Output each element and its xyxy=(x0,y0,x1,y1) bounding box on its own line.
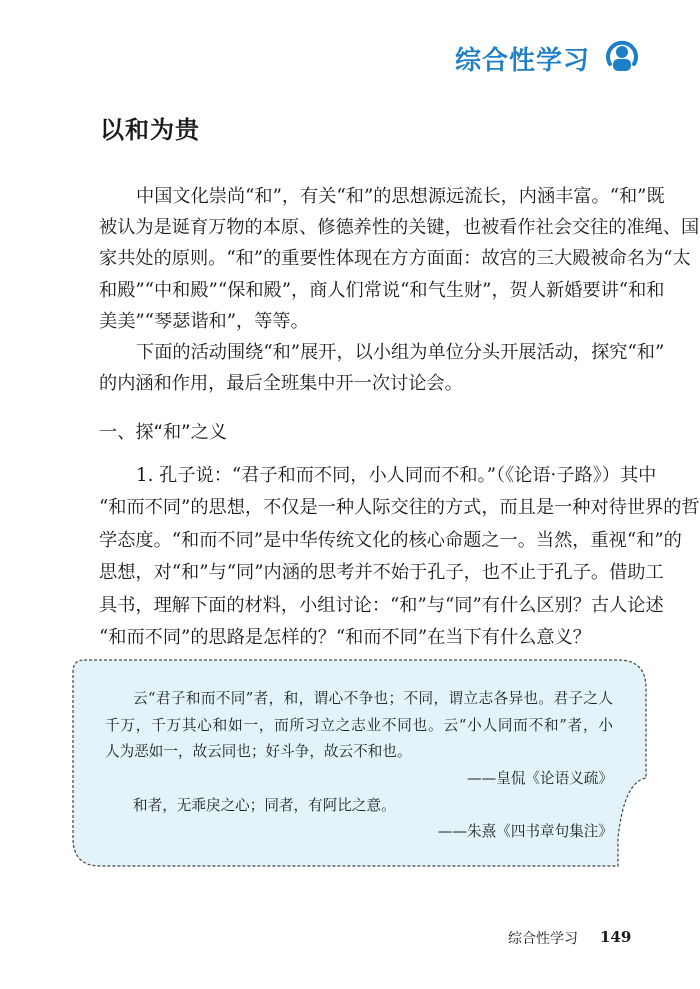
text-line: 的内涵和作用，最后全班集中开一次讨论会。 xyxy=(99,373,463,395)
page-footer xyxy=(508,928,631,948)
text-line: 美美”“琴瑟谐和”，等等。 xyxy=(99,310,309,332)
section-heading: 一、探“和”之义 xyxy=(99,422,227,443)
text-line: 被认为是诞育万物的本原、修德养性的关键，也被看作社会交往的准绳、国 xyxy=(99,217,700,239)
quote-line: 千万，千万其心和如一，而所习立之志业不同也。云“小人同而不和”者，小 xyxy=(105,716,613,734)
text-line: 思想，对“和”与“同”内涵的思考并不始于孔子，也不止于孔子。借助工 xyxy=(99,562,664,584)
text-line: 和殿”“中和殿”“保和殿”，商人们常说“和气生财”，贺人新婚要讲“和和 xyxy=(99,279,665,301)
page-header xyxy=(455,38,640,78)
text-line: 具书，理解下面的材料，小组讨论：“和”与“同”有什么区别？古人论述 xyxy=(99,594,664,616)
section-title: 综合性学习 xyxy=(454,45,590,76)
text-line: 家共处的原则。“和”的重要性体现在方方面面：故宫的三大殿被命名为“太 xyxy=(99,248,691,270)
text-line: 学态度。“和而不同”是中华传统文化的核心命题之一。当然，重视“和”的 xyxy=(99,529,682,551)
text-line: “和而不同”的思想，不仅是一种人际交往的方式，而且是一种对待世界的哲 xyxy=(99,497,700,519)
quote-line: 云“君子和而不同”者，和，谓心不争也；不同，谓立志各异也。君子之人 xyxy=(133,690,613,707)
quote-source: ——朱熹《四书章句集注》 xyxy=(437,823,613,841)
person-circle-icon xyxy=(604,38,640,78)
text-line: 下面的活动围绕“和”展开，以小组为单位分头开展活动，探究“和” xyxy=(136,341,665,363)
text-line: 1. 孔子说：“君子和而不同，小人同而不和。”（《论语·子路》）其中 xyxy=(136,465,657,486)
page-title: 以和为贵 xyxy=(100,116,200,144)
text-line: 中国文化崇尚“和”，有关“和”的思想源远流长，内涵丰富。“和”既 xyxy=(136,186,665,207)
intro-paragraph xyxy=(99,181,700,399)
quote-source: ——皇侃《论语义疏》 xyxy=(467,770,613,788)
footer-section: 综合性学习 xyxy=(508,931,578,947)
quote-line: 人为恶如一，故云同也；好斗争，故云不和也。 xyxy=(105,743,412,761)
quote-line: 和者，无乖戾之心；同者，有阿比之意。 xyxy=(133,796,396,814)
text-line: “和而不同”的思路是怎样的？“和而不同”在当下有什么意义？ xyxy=(99,626,591,648)
quote-box xyxy=(105,686,613,846)
section1-paragraph xyxy=(99,460,700,654)
page-number: 149 xyxy=(600,928,632,946)
